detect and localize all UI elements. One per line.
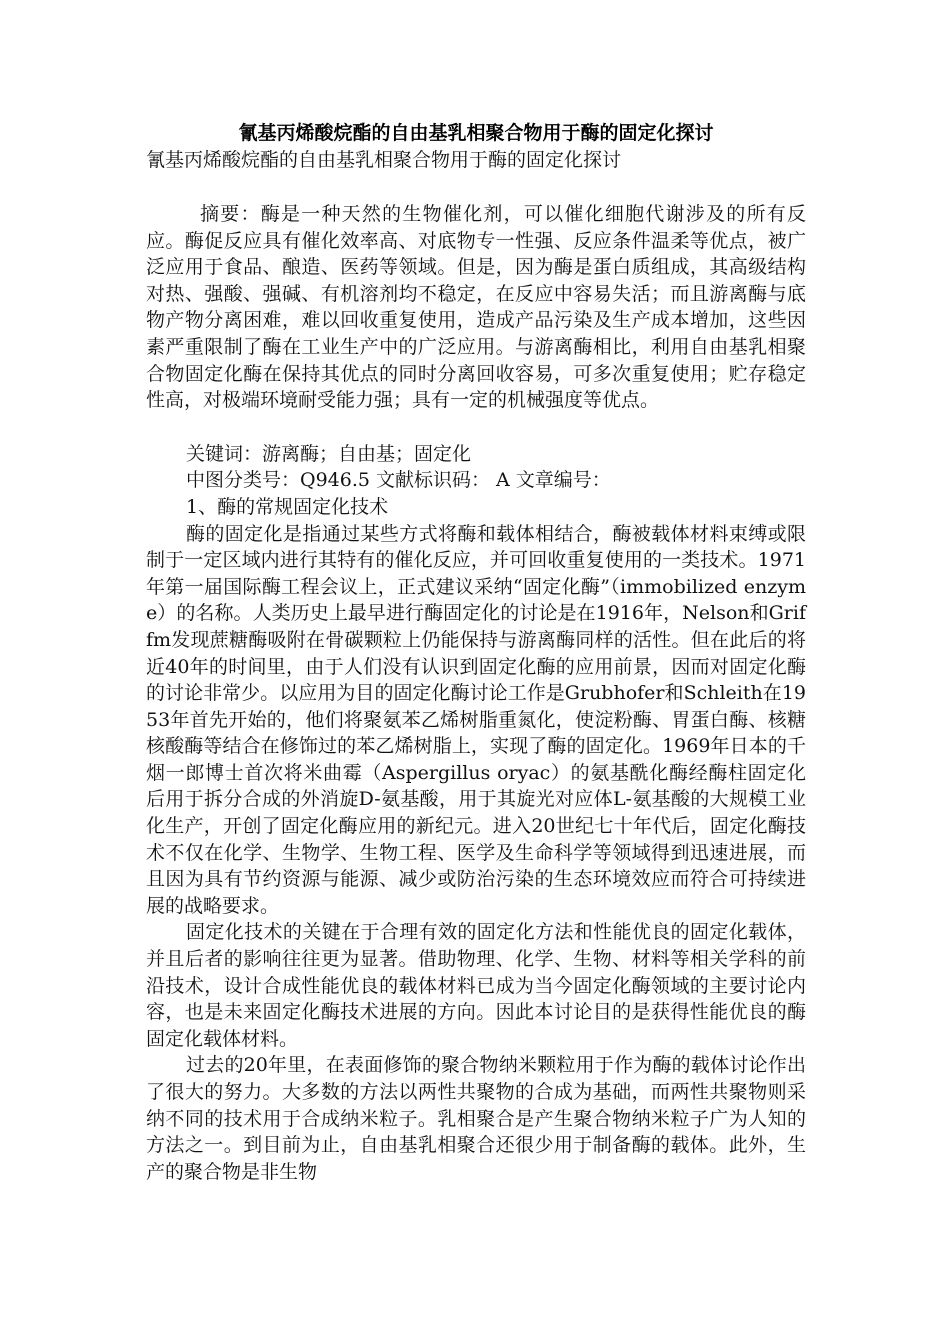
classification-line: 中图分类号：Q946.5 文献标识码： A 文章编号： <box>186 469 611 492</box>
body-paragraph-1: 酶的固定化是指通过某些方式将酶和载体相结合，酶被载体材料束缚或限制于一定区域内进行其特有的催化反应，并可回收重复使用的一类技术。1971年第一届国际酶工程会议上，正式建议采纳“固定化酶”（immobilized enzyme）的名称。人类历史上最早进行酶固定化的讨论是在1916年，Nelson和Griffm发现蔗糖酶吸附在骨碳颗粒上仍能保持与游离酶同样的活性。但在此后的将近40年的时间里，由于人们没有认识到固定化酶的应用前景，因而对固定化酶的讨论非常少。以应用为目的固定化酶讨论工作是Grubhofer和Schleith在1953年首先开始的，他们将聚氨苯乙烯树脂重氮化，使淀粉酶、胃蛋白酶、核糖核酸酶等结合在修饰过的苯乙烯树脂上，实现了酶的固定化。1969年日本的千烟一郎博士首次将米曲霉（Aspergillus oryac）的氨基酰化酶经酶柱固定化后用于拆分合成的外消旋D-氨基酸，用于其旋光对应体L-氨基酸的大规模工业化生产，开创了固定化酶应用的新纪元。进入20世纪七十年代后，固定化酶技术不仅在化学、生物学、生物工程、医学及生命科学等领域得到迅速进展，而且因为具有节约资源与能源、减少或防治污染的生态环境效应而符合可持续进展的战略要求。 <box>146 522 806 917</box>
body-paragraph-3: 过去的20年里，在表面修饰的聚合物纳米颗粒用于作为酶的载体讨论作出了很大的努力。大多数的方法以两性共聚物的合成为基础，而两性共聚物则采纳不同的技术用于合成纳米粒子。乳相聚合是产生聚合物纳米粒子广为人知的方法之一。到目前为止，自由基乳相聚合还很少用于制备酶的载体。此外，生产的聚合物是非生物 <box>146 1054 806 1183</box>
abstract-paragraph: 摘要：酶是一种天然的生物催化剂，可以催化细胞代谢涉及的所有反应。酶促反应具有催化效率高、对底物专一性强、反应条件温柔等优点，被广泛应用于食品、酿造、医药等领域。但是，因为酶是蛋白质组成，其高级结构对热、强酸、强碱、有机溶剂均不稳定，在反应中容易失活；而且游离酶与底物产物分离困难，难以回收重复使用，造成产品污染及生产成本增加，这些因素严重限制了酶在工业生产中的广泛应用。与游离酶相比，利用自由基乳相聚合物固定化酶在保持其优点的同时分离回收容易，可多次重复使用；贮存稳定性高，对极端环境耐受能力强；具有一定的机械强度等优点。 <box>146 203 806 412</box>
keywords-line: 关键词：游离酶；自由基；固定化 <box>186 442 472 465</box>
paragraph-spacer <box>146 414 806 441</box>
document-body <box>146 120 806 1185</box>
document-subtitle: 氰基丙烯酸烷酯的自由基乳相聚合物用于酶的固定化探讨 <box>146 149 622 171</box>
body-paragraph-2: 固定化技术的关键在于合理有效的固定化方法和性能优良的固定化载体，并且后者的影响往往更为显著。借助物理、化学、生物、材料等相关学科的前沿技术，设计合成性能优良的载体材料已成为当今固定化酶领域的主要讨论内容，也是未来固定化酶技术进展的方向。因此本讨论目的是获得性能优良的酶固定化载体材料。 <box>146 921 806 1050</box>
section-heading: 1、酶的常规固定化技术 <box>186 495 389 518</box>
document-title: 氰基丙烯酸烷酯的自由基乳相聚合物用于酶的固定化探讨 <box>238 122 714 144</box>
